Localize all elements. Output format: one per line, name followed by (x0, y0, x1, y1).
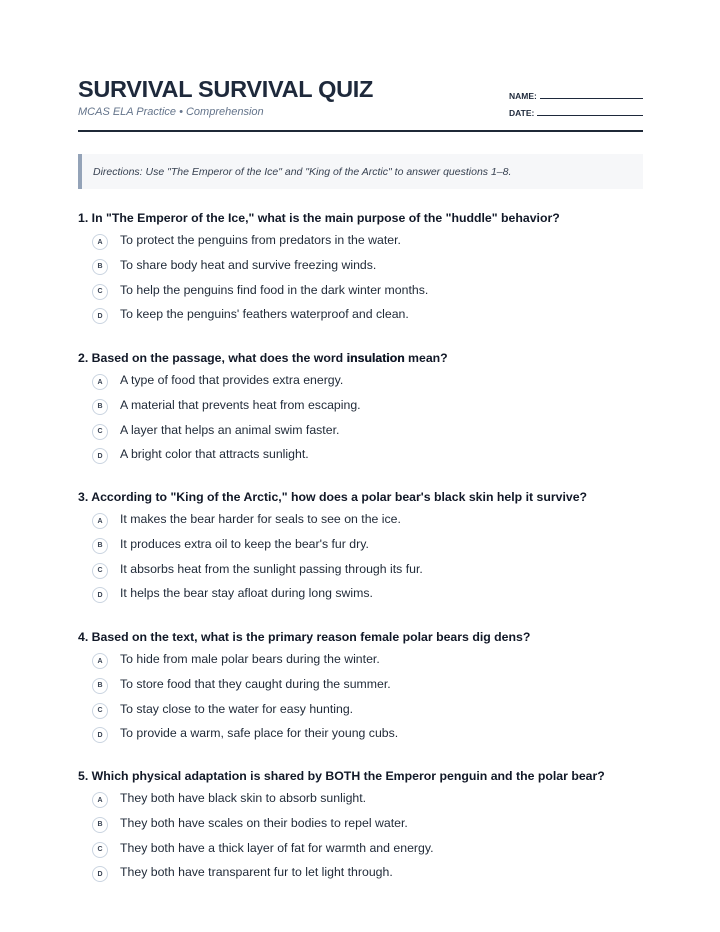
question-text (78, 348, 643, 368)
choice-text: To provide a warm, safe place for their young cubs. (120, 726, 399, 741)
answer-bubble[interactable]: D (92, 587, 108, 603)
directions-box: Directions: Use "The Emperor of the Ice" and "King of the Arctic" to answer questions 1–8. (78, 154, 643, 189)
question-prefix: 1. In "The Emperor of the Ice," what is the main purpose of the "huddle" behavior? (78, 211, 560, 225)
choice-text: It produces extra oil to keep the bear's fur dry. (120, 536, 369, 551)
question-text (78, 208, 643, 228)
choice-text: They both have a thick layer of fat for warmth and energy. (120, 840, 434, 855)
choice-text: To keep the penguins' feathers waterproof and clean. (120, 307, 409, 322)
answer-bubble[interactable]: D (92, 308, 108, 324)
answer-bubble[interactable]: A (92, 234, 108, 250)
choice-a[interactable] (78, 507, 643, 532)
question-4 (78, 627, 643, 746)
choice-b[interactable] (78, 672, 643, 697)
student-fields (509, 84, 643, 118)
choice-text: A material that prevents heat from escaping. (120, 397, 361, 412)
answer-bubble[interactable]: D (92, 448, 108, 464)
choice-a[interactable] (78, 786, 643, 811)
choice-text: A type of food that provides extra energy. (120, 373, 344, 387)
question-3 (78, 487, 643, 606)
question-5 (78, 766, 643, 885)
answer-bubble[interactable]: B (92, 678, 108, 694)
page-title: SURVIVAL SURVIVAL QUIZ (78, 76, 374, 102)
quiz-header (78, 0, 643, 132)
choice-c[interactable] (78, 557, 643, 582)
question-text (78, 627, 643, 647)
choice-a[interactable] (78, 368, 643, 393)
answer-bubble[interactable]: A (92, 653, 108, 669)
choice-d[interactable] (78, 581, 643, 606)
answer-bubble[interactable]: C (92, 703, 108, 719)
choice-b[interactable] (78, 253, 643, 278)
answer-bubble[interactable]: C (92, 424, 108, 440)
answer-bubble[interactable]: A (92, 374, 108, 390)
choice-c[interactable] (78, 697, 643, 722)
question-prefix: 3. According to "King of the Arctic," how does a polar bear's black skin help it survive? (78, 490, 588, 504)
choice-b[interactable] (78, 532, 643, 557)
answer-bubble[interactable]: B (92, 817, 108, 833)
question-suffix: mean? (404, 351, 448, 365)
choice-text: It helps the bear stay afloat during long swims. (120, 586, 373, 601)
question-text (78, 766, 643, 786)
answer-bubble[interactable]: B (92, 538, 108, 554)
answer-bubble[interactable]: D (92, 866, 108, 882)
choice-c[interactable] (78, 836, 643, 861)
answer-bubble[interactable]: B (92, 259, 108, 275)
choice-d[interactable] (78, 721, 643, 746)
name-line[interactable] (540, 98, 643, 99)
answer-bubble[interactable]: B (92, 399, 108, 415)
choice-text: They both have scales on their bodies to repel water. (120, 815, 408, 830)
quiz-page (78, 0, 643, 880)
choice-a[interactable] (78, 228, 643, 253)
choice-text: A bright color that attracts sunlight. (120, 447, 309, 462)
vocabulary-term: insulation (346, 351, 405, 365)
answer-bubble[interactable]: A (92, 513, 108, 529)
choice-c[interactable] (78, 418, 643, 443)
answer-bubble[interactable]: C (92, 563, 108, 579)
choice-text: A layer that helps an animal swim faster. (120, 422, 340, 437)
answer-bubble[interactable]: D (92, 727, 108, 743)
answer-bubble[interactable]: A (92, 792, 108, 808)
answer-bubble[interactable]: C (92, 284, 108, 300)
question-2 (78, 348, 643, 467)
date-line[interactable] (537, 115, 643, 116)
choice-text: They both have black skin to absorb sunlight. (120, 791, 367, 805)
choice-text: To protect the penguins from predators in the water. (120, 233, 401, 247)
question-prefix: 2. Based on the passage, what does the word (78, 351, 347, 365)
choice-b[interactable] (78, 811, 643, 836)
choice-c[interactable] (78, 278, 643, 303)
choice-text: To share body heat and survive freezing winds. (120, 257, 377, 272)
page-subtitle: MCAS ELA Practice • Comprehension (78, 106, 264, 118)
choice-text: To help the penguins find food in the dark winter months. (120, 282, 429, 297)
question-text (78, 487, 643, 507)
date-field[interactable] (509, 101, 643, 118)
question-prefix: 5. Which physical adaptation is shared by BOTH the Emperor penguin and the polar bear? (78, 769, 605, 783)
question-1 (78, 208, 643, 327)
name-label: NAME: (509, 91, 537, 101)
question-prefix: 4. Based on the text, what is the primary reason female polar bears dig dens? (78, 630, 531, 644)
date-label: DATE: (509, 108, 535, 118)
choice-text: To hide from male polar bears during the winter. (120, 652, 380, 666)
choice-d[interactable] (78, 860, 643, 885)
choice-text: To stay close to the water for easy hunting. (120, 701, 354, 716)
choice-d[interactable] (78, 442, 643, 467)
choice-text: To store food that they caught during the summer. (120, 676, 391, 691)
name-field[interactable] (509, 84, 643, 101)
choice-text: It absorbs heat from the sunlight passing through its fur. (120, 561, 423, 576)
choice-d[interactable] (78, 302, 643, 327)
choice-text: It makes the bear harder for seals to see on the ice. (120, 512, 401, 526)
answer-bubble[interactable]: C (92, 842, 108, 858)
choice-b[interactable] (78, 393, 643, 418)
choice-a[interactable] (78, 647, 643, 672)
choice-text: They both have transparent fur to let light through. (120, 865, 393, 880)
